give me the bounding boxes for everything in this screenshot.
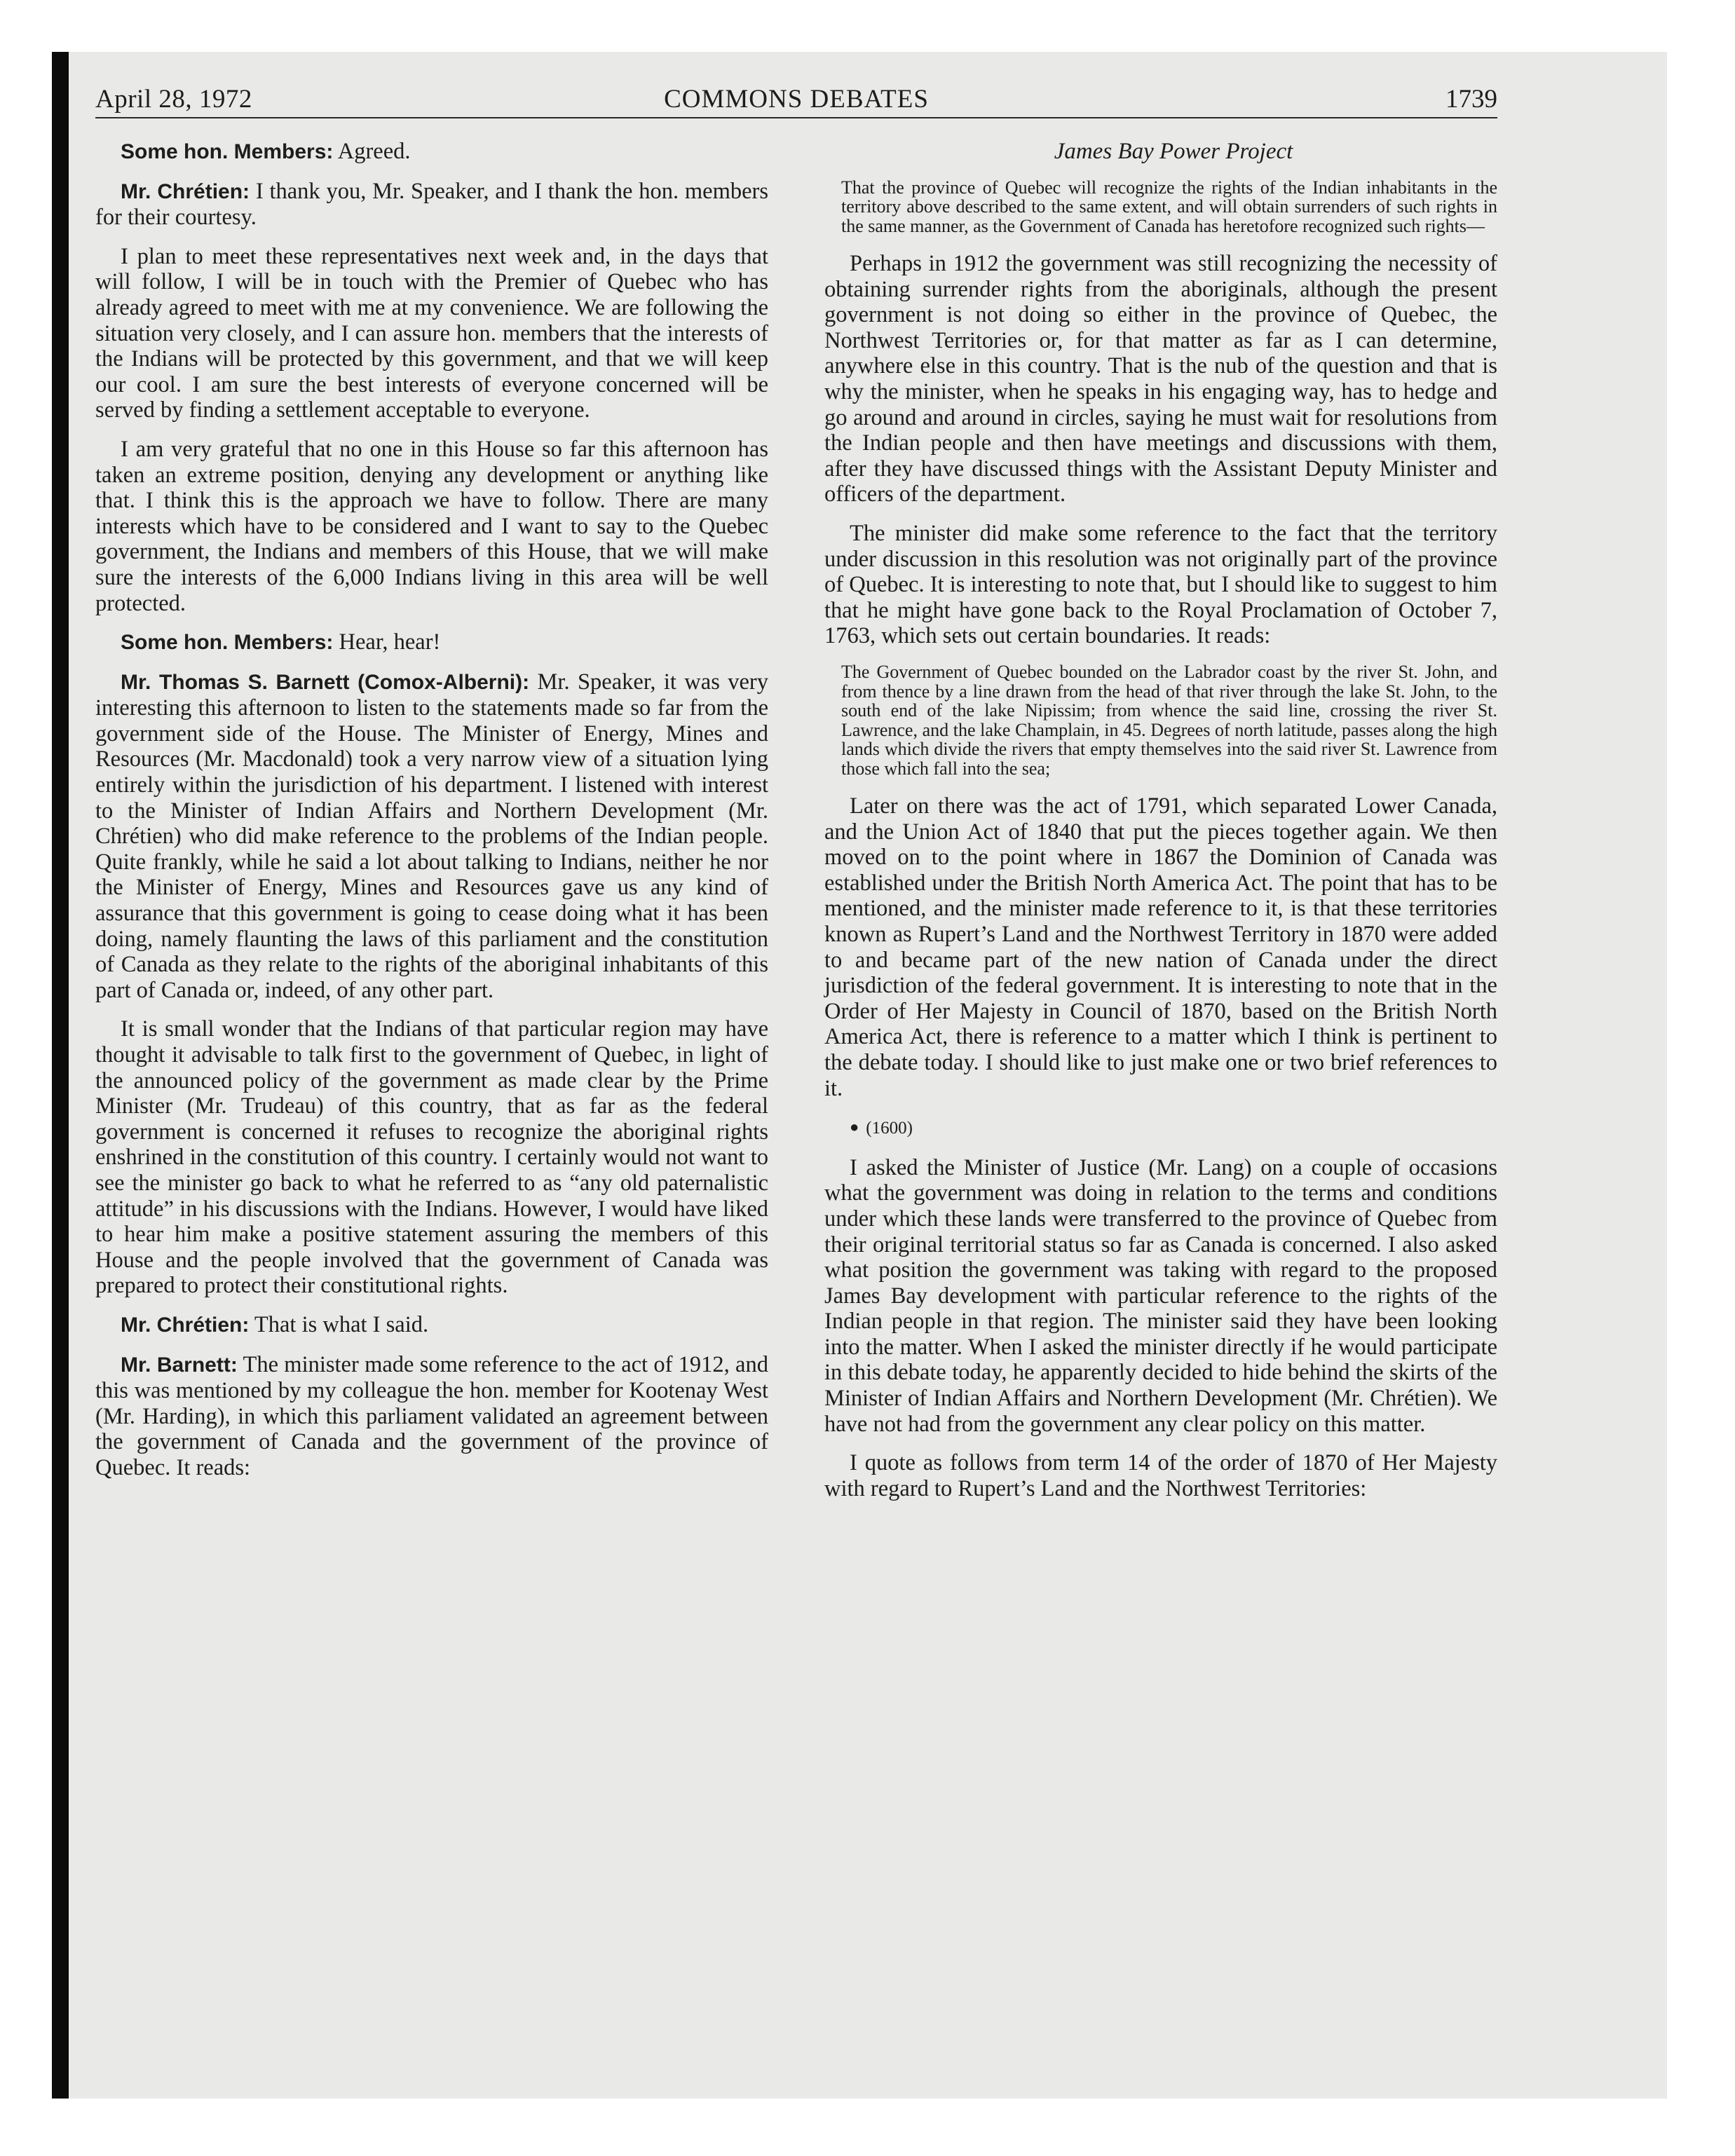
speaker-name: Mr. Chrétien: (121, 1313, 250, 1337)
paragraph (95, 1016, 768, 1299)
speaker-name: Some hon. Members: (121, 140, 334, 163)
time-marker-text: (1600) (866, 1119, 913, 1138)
paragraph: Perhaps in 1912 the government was still recognizing the necessity of obtaining surrender rights from the aboriginals, although the present government is not doing so either in the province of Quebec, the Northwest Territories or, for that matter as far as I can determine, anywhere else in this country. That is the nub of the question and that is why the minister, when he speaks in his engaging way, has to hedge and go around and around in circles, saying he must wait for resolutions from the Indian people and then have meetings and discussions with them, after they have discussed things with the Assistant Deputy Minister and officers of the department. (824, 251, 1497, 507)
speaker-name: Mr. Chrétien: (121, 179, 250, 203)
paragraph (95, 1312, 768, 1339)
paragraph (95, 437, 768, 616)
paragraph: The minister did make some reference to the fact that the territory under discussion in this resolution was not originally part of the province of Quebec. It is interesting to note that, but I should like to suggest to him that he might have gone back to the Royal Proclamation of October 7, 1763, which sets out certain boundaries. It reads: (824, 521, 1497, 649)
header-date: April 28, 1972 (95, 85, 252, 114)
paragraph-text: It is small wonder that the Indians of that particular region may have thought it advisable to talk first to the government of Quebec, in light of the announced policy of the government as made clear by the Prime Minister (Mr. Trudeau) of this country, that as far as the federal government is concerned it refuses to recognize the aboriginal rights enshrined in the constitution of this country. I certainly would not want to see the minister go back to what he referred to as “any old paternalistic attitude” in his discussions with the Indians. However, I would have liked to hear him make a positive statement assuring the members of this House and the people involved that the government of Canada was prepared to protect their constitutional rights. (95, 1016, 768, 1299)
header-title: COMMONS DEBATES (664, 85, 929, 114)
paragraph: Later on there was the act of 1791, which separated Lower Canada, and the Union Act of 1840 that put the pieces together again. We then moved on to the point where in 1867 the Dominion of Canada was established under the British North America Act. The point that has to be mentioned, and the minister made reference to it, is that these territories known as Rupert’s Land and the Northwest Territory in 1870 were added to and became part of the new nation of Canada under the direct jurisdiction of the federal government. It is interesting to note that in the Order of Her Majesty in Council of 1870, based on the British North America Act, there is reference to a matter which I think is pertinent to the debate today. I should like to just make one or two brief references to it. (824, 793, 1497, 1101)
paragraph-text: I am very grateful that no one in this House so far this afternoon has taken an extreme position, denying any development or anything like that. I think this is the approach we have to follow. There are many interests which have to be considered and I want to say to the Quebec government, the Indians and members of this House, that we will make sure the interests of the 6,000 Indians living in this area will be well protected. (95, 436, 768, 616)
paragraph-text: The minister made some reference to the act of 1912, and this was mentioned by my colleague the hon. member for Kootenay West (Mr. Harding), in which this parliament validated an agreement between the government of Canada and the government of the province of Quebec. It reads: (95, 1351, 768, 1480)
paragraph: I asked the Minister of Justice (Mr. Lang) on a couple of occasions what the government was doing in relation to the terms and conditions under which these lands were transferred to the province of Quebec from their original territorial status so far as Canada is concerned. I also asked what position the government was taking with regard to the proposed James Bay development with particular reference to the rights of the Indian people in that region. The minister said they have been looking into the matter. When I asked the minister directly if he would participate in this debate today, he apparently decided to hide behind the skirts of the Minister of Indian Affairs and Northern Development (Mr. Chrétien). We have not had from the government any clear policy on this matter. (824, 1154, 1497, 1437)
paragraph (95, 244, 768, 423)
speaker-name: Mr. Barnett: (121, 1353, 238, 1377)
time-marker (824, 1114, 1497, 1142)
paragraph (95, 139, 768, 165)
paragraph (95, 629, 768, 656)
paragraph-text: I plan to meet these representatives next week and, in the days that will follow, I will be in touch with the Premier of Quebec who has already agreed to meet with me at my convenience. We are following the situation very closely, and I can assure hon. members that the interests of the Indians will be protected by this government, and that we will keep our cool. I am sure the best interests of everyone concerned will be served by finding a settlement acceptable to everyone. (95, 243, 768, 423)
paragraph (95, 1352, 768, 1481)
left-column (95, 139, 768, 1494)
paragraph-text: I thank you, Mr. Speaker, and I thank the hon. members for their courtesy. (95, 178, 768, 231)
paragraph-text: That is what I said. (249, 1311, 429, 1337)
scan-edge (52, 52, 69, 2099)
section-subhead: James Bay Power Project (1054, 139, 1293, 164)
paragraph-text: Agreed. (333, 139, 411, 164)
speaker-name: Mr. Thomas S. Barnett (Comox-Alberni): (121, 670, 530, 694)
block-quote: That the province of Quebec will recognize the rights of the Indian inhabitants in the territory above described to the same extent, and will obtain surrenders of such rights in the same manner, as the Government of Canada has heretofore recognized such rights— (841, 177, 1497, 236)
paragraph-text: Hear, hear! (333, 629, 441, 655)
paragraph (95, 669, 768, 1004)
block-quote: The Government of Quebec bounded on the Labrador coast by the river St. John, and from thence by a line drawn from the head of that river through the lake St. John, to the south end of the lake Nipissim; from whence the said line, crossing the river St. Lawrence, and the lake Champlain, in 45. Degrees of north latitude, passes along the high lands which divide the rivers that empty themselves into the said river St. Lawrence from those which fall into the sea; (841, 662, 1497, 779)
paragraph (95, 179, 768, 231)
header-page-number: 1739 (1445, 85, 1497, 114)
page-header (95, 84, 1497, 115)
right-column (824, 139, 1497, 1515)
speaker-name: Some hon. Members: (121, 631, 334, 655)
header-rule (95, 117, 1497, 118)
paragraph-text: Mr. Speaker, it was very interesting this afternoon to listen to the statements made so far from the government side of the House. The Minister of Energy, Mines and Resources (Mr. Macdonald) took a very narrow view of a situation lying entirely within the jurisdiction of his department. I listened with interest to the Minister of Indian Affairs and Northern Development (Mr. Chrétien) who did make reference to the problems of the Indian people. Quite frankly, while he said a lot about talking to Indians, neither he nor the Minister of Energy, Mines and Resources gave us any kind of assurance that this government is going to cease doing what it has been doing, namely flaunting the laws of this parliament and the constitution of Canada as they relate to the rights of the aboriginal inhabitants of this part of Canada or, indeed, of any other part. (95, 669, 768, 1003)
bullet-icon: ● (850, 1118, 859, 1136)
paragraph: I quote as follows from term 14 of the order of 1870 of Her Majesty with regard to Rupert’s Land and the Northwest Territories: (824, 1450, 1497, 1501)
